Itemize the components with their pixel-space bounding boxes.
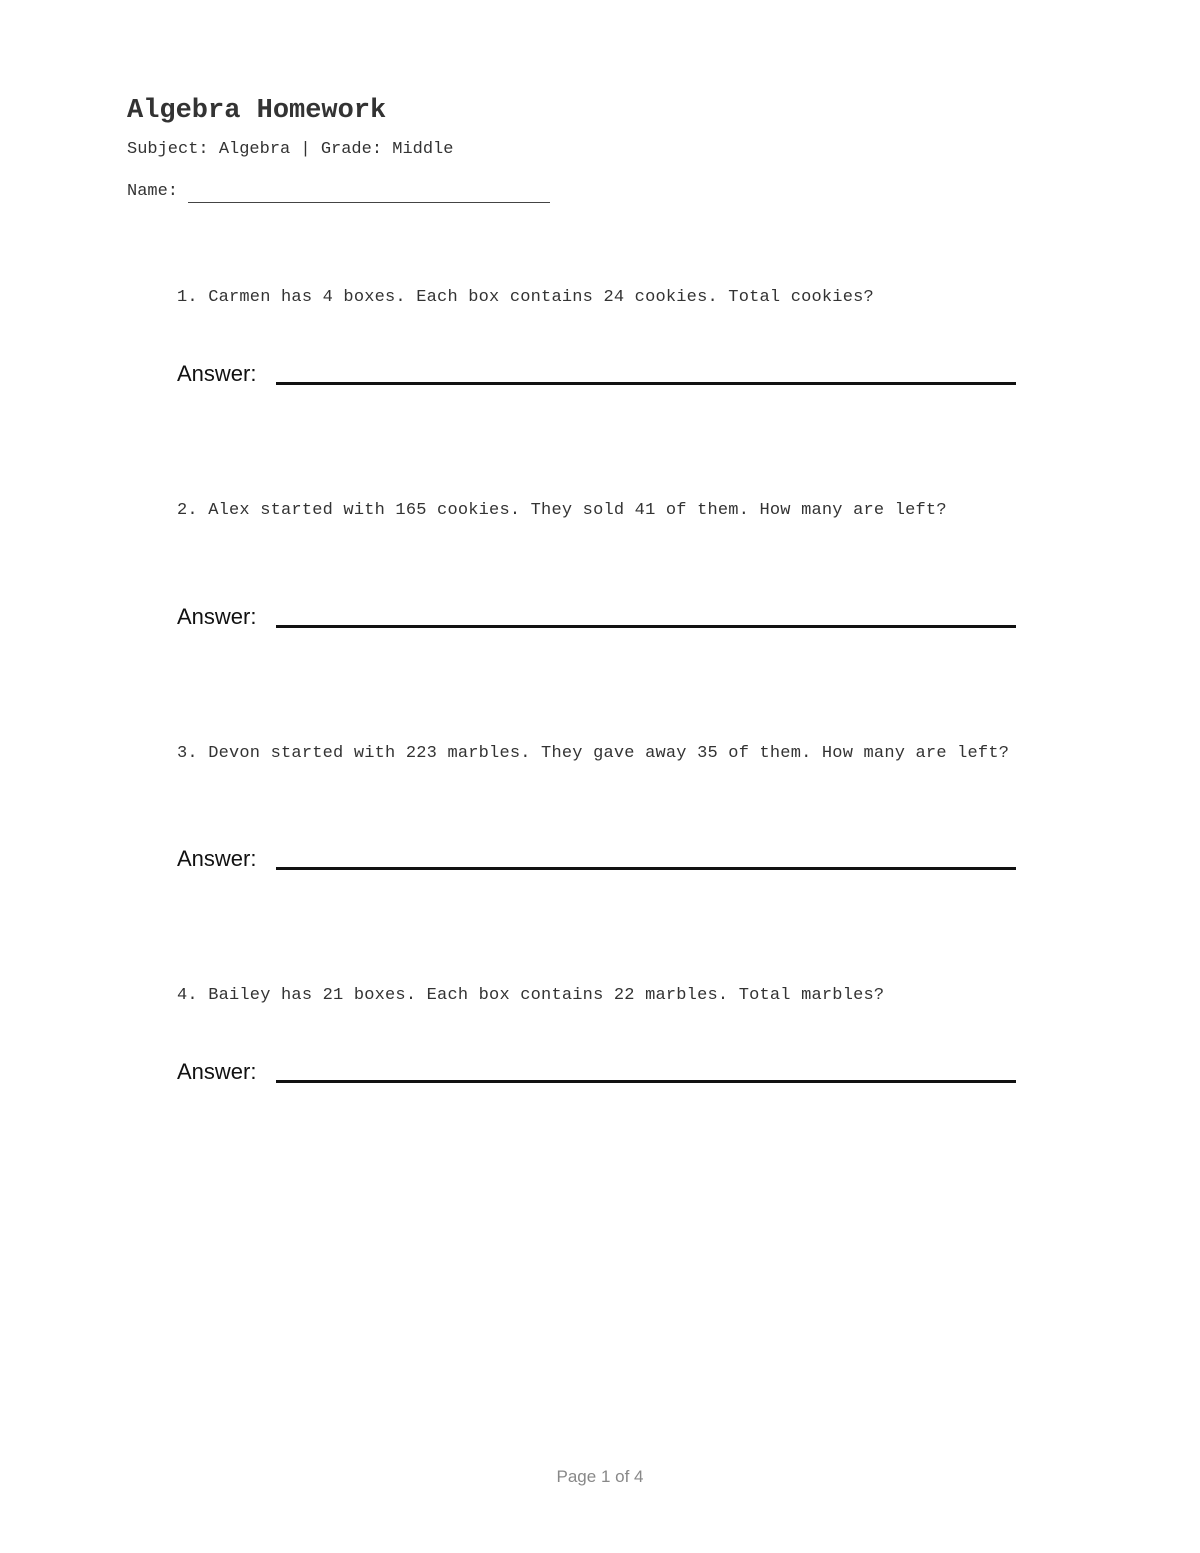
name-blank-line[interactable]	[188, 185, 550, 203]
answer-line-1[interactable]	[276, 382, 1016, 385]
question-2: 2. Alex started with 165 cookies. They sold 41 of them. How many are left?	[177, 501, 947, 520]
answer-line-3[interactable]	[276, 867, 1016, 870]
answer-line-2[interactable]	[276, 625, 1016, 628]
answer-row-4	[177, 1059, 1016, 1085]
answer-label-4: Answer:	[177, 1059, 257, 1084]
page-title: Algebra Homework	[127, 96, 387, 126]
subject-grade-line: Subject: Algebra | Grade: Middle	[127, 140, 454, 159]
question-4: 4. Bailey has 21 boxes. Each box contains 22 marbles. Total marbles?	[177, 986, 885, 1005]
answer-label-3: Answer:	[177, 846, 257, 871]
name-label: Name:	[127, 182, 179, 201]
page-indicator: Page 1 of 4	[556, 1467, 644, 1486]
answer-row-3	[177, 846, 1016, 872]
name-field-row	[127, 181, 550, 203]
answer-line-4[interactable]	[276, 1080, 1016, 1083]
question-3: 3. Devon started with 223 marbles. They gave away 35 of them. How many are left?	[177, 744, 1010, 763]
answer-label-1: Answer:	[177, 361, 257, 386]
answer-row-1	[177, 361, 1016, 387]
answer-row-2	[177, 604, 1016, 630]
question-1: 1. Carmen has 4 boxes. Each box contains 24 cookies. Total cookies?	[177, 288, 874, 307]
answer-label-2: Answer:	[177, 604, 257, 629]
